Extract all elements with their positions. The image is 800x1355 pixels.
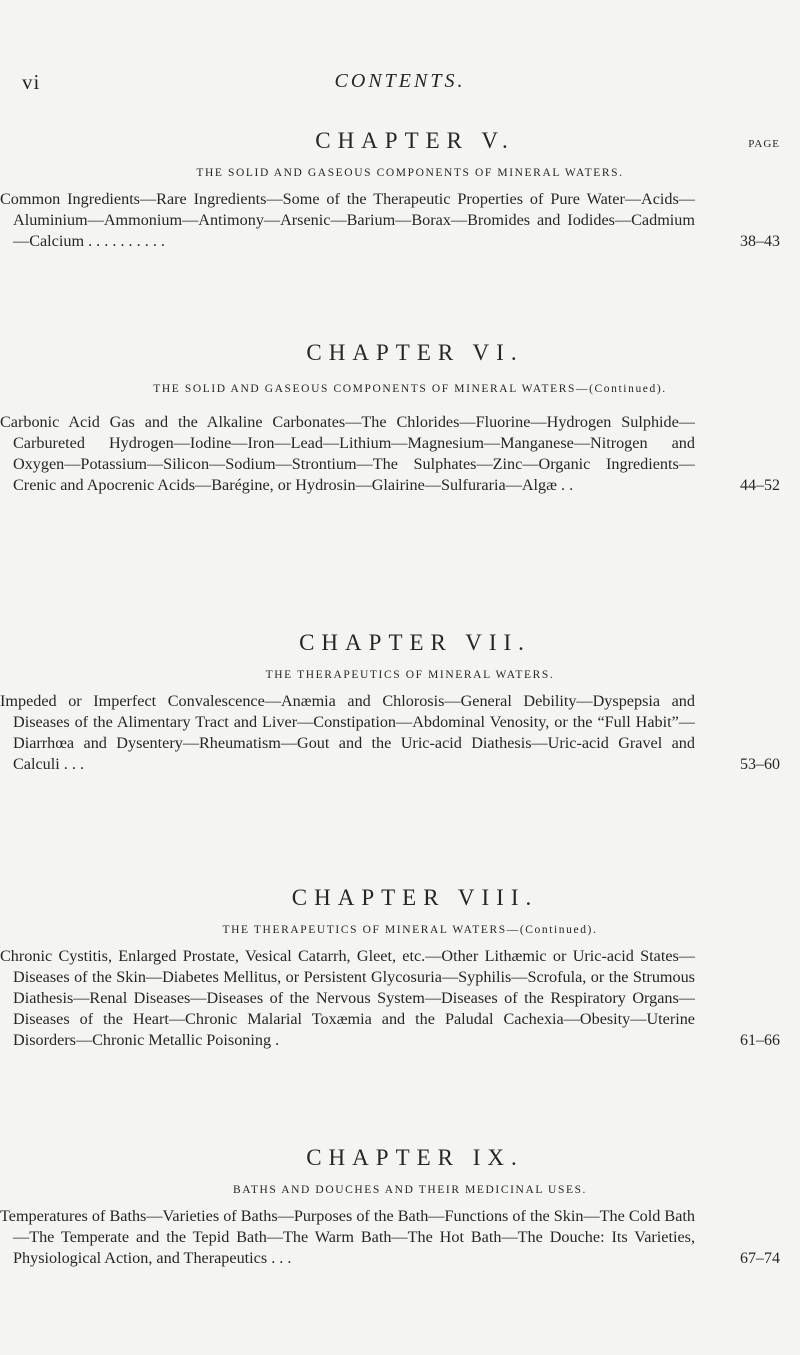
chapter-contents <box>0 189 800 252</box>
chapter-contents <box>0 691 800 775</box>
chapter-title: CHAPTER VII. <box>299 630 531 655</box>
chapter-vii <box>0 630 800 775</box>
page-column-label: PAGE <box>748 138 780 150</box>
chapter-title: CHAPTER IX. <box>306 1145 524 1170</box>
chapter-vi <box>0 340 800 496</box>
chapter-contents <box>0 1206 800 1269</box>
page-range: 67–74 <box>740 1250 780 1267</box>
chapter-contents <box>0 412 800 496</box>
chapter-v <box>0 128 800 252</box>
chapter-contents-text: Chronic Cystitis, Enlarged Prostate, Vesical Catarrh, Gleet, etc.—Other Lithæmic or Uric-acid States—Diseases of the Skin—Diabetes Mellitus, or Persistent Glycosuria—Syphilis—Scrofula, or the Strumous Diathesis—Renal Diseases—Diseases of the Nervous System—Diseases of the Respiratory Organs—Diseases of the Heart—Chronic Malarial Toxæmia and the Paludal Cachexia—Obesity—Uterine Disorders—Chronic Metallic Poisoning . <box>0 947 695 1049</box>
page-range: 38–43 <box>740 233 780 250</box>
chapter-title: CHAPTER VIII. <box>291 885 539 910</box>
chapter-subtitle: THE THERAPEUTICS OF MINERAL WATERS—(Continued). <box>222 924 598 936</box>
chapter-title: CHAPTER VI. <box>306 340 524 365</box>
chapter-subtitle: THE SOLID AND GASEOUS COMPONENTS OF MINERAL WATERS. <box>196 167 624 179</box>
page-number: vi <box>22 70 41 94</box>
page-range: 44–52 <box>740 477 780 494</box>
chapter-subtitle: BATHS AND DOUCHES AND THEIR MEDICINAL USES. <box>232 1184 588 1196</box>
running-title: CONTENTS. <box>334 70 466 92</box>
chapter-subtitle: THE SOLID AND GASEOUS COMPONENTS OF MINERAL WATERS—(Continued). <box>153 383 667 395</box>
chapter-contents <box>0 946 800 1051</box>
chapter-contents-text: Carbonic Acid Gas and the Alkaline Carbonates—The Chlorides—Fluorine—Hydrogen Sulphide—Carbureted Hydrogen—Iodine—Iron—Lead—Lithium—Magnesium—Manganese—Nitrogen and Oxygen—Potassium—Silicon—Sodium—Strontium—The Sulphates—Zinc—Organic Ingredients—Crenic and Apocrenic Acids—Barégine, or Hydrosin—Glairine—Sulfuraria—Algæ . . <box>0 413 695 494</box>
chapter-title: CHAPTER V. <box>315 128 515 153</box>
chapter-contents-text: Temperatures of Baths—Varieties of Baths—Purposes of the Bath—Functions of the Skin—The Cold Bath—The Temperate and the Tepid Bath—The Warm Bath—The Hot Bath—The Douche: Its Varieties, Physiological Action, and Therapeutics . . . <box>0 1207 695 1267</box>
chapter-contents-text: Impeded or Imperfect Convalescence—Anæmia and Chlorosis—General Debility—Dyspepsia and Diseases of the Alimentary Tract and Liver—Constipation—Abdominal Venosity, or the “Full Habit”—Diarrhœa and Dysentery—Rheumatism—Gout and the Uric-acid Diathesis—Uric-acid Gravel and Calculi . . . <box>0 692 695 773</box>
page-range: 53–60 <box>740 756 780 773</box>
chapter-ix <box>0 1145 800 1269</box>
chapter-viii <box>0 885 800 1051</box>
chapter-contents-text: Common Ingredients—Rare Ingredients—Some of the Therapeutic Properties of Pure Water—Acids—Aluminium—Ammonium—Antimony—Arsenic—Barium—Borax—Bromides and Iodides—Cadmium—Calcium . . . . . . . . . . <box>0 190 695 250</box>
chapter-subtitle: THE THERAPEUTICS OF MINERAL WATERS. <box>265 669 555 681</box>
page-range: 61–66 <box>740 1032 780 1049</box>
